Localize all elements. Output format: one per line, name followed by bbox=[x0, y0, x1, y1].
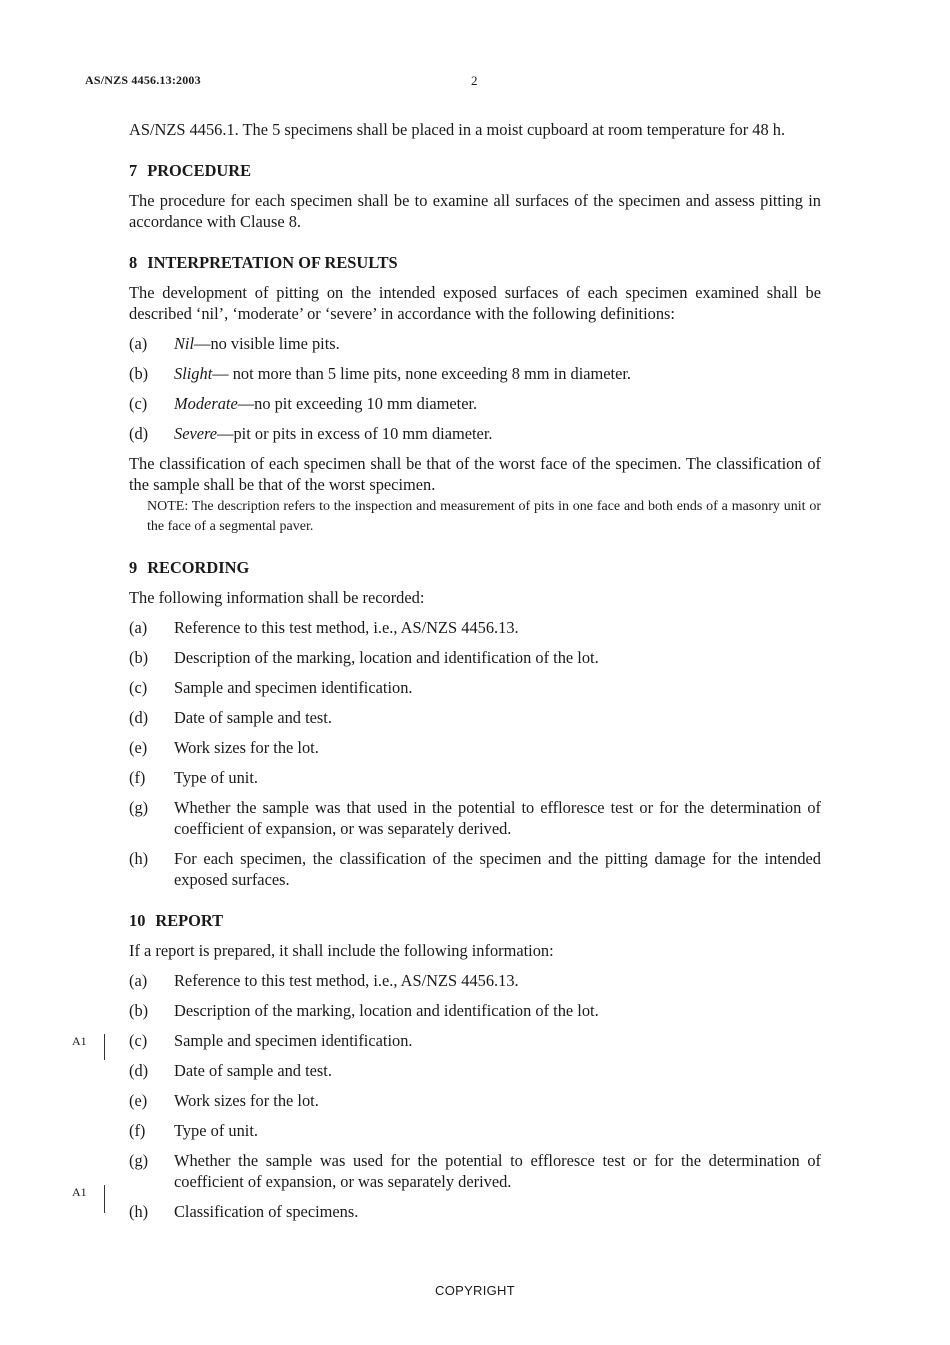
list-marker: (d) bbox=[129, 424, 149, 443]
list-marker: (a) bbox=[129, 618, 148, 637]
list-text: Reference to this test method, i.e., AS/NZS 4456.13. bbox=[174, 971, 519, 990]
list-text: Type of unit. bbox=[174, 768, 258, 787]
definition-term: Moderate bbox=[174, 394, 238, 413]
section-heading bbox=[129, 910, 821, 931]
list-marker: (d) bbox=[129, 708, 149, 727]
list-marker: (f) bbox=[129, 1121, 146, 1140]
page-number: 2 bbox=[471, 73, 478, 88]
list-text bbox=[174, 333, 821, 354]
section-title: INTERPRETATION OF RESULTS bbox=[147, 253, 398, 272]
page-content bbox=[129, 119, 821, 1242]
amendment-label: A1 bbox=[72, 1185, 87, 1199]
list-item bbox=[129, 677, 821, 698]
list-text: Whether the sample was used for the potential to effloresce test or for the determination of coefficient of expansion, or was separately derived. bbox=[174, 1151, 821, 1191]
definition-term: Nil bbox=[174, 334, 195, 353]
list-marker: (h) bbox=[129, 849, 149, 868]
definition-text: — not more than 5 lime pits, none exceeding 8 mm in diameter. bbox=[212, 364, 632, 383]
list-text bbox=[174, 393, 821, 414]
section-recording bbox=[129, 557, 821, 890]
section-heading bbox=[129, 160, 821, 181]
list-item bbox=[129, 617, 821, 638]
document-standard-id: AS/NZS 4456.13:2003 bbox=[85, 73, 201, 87]
section-number: 8 bbox=[129, 253, 138, 272]
list-marker: (c) bbox=[129, 678, 148, 697]
list-marker: (b) bbox=[129, 364, 149, 383]
section-heading bbox=[129, 252, 821, 273]
list-item bbox=[129, 423, 821, 444]
section-heading bbox=[129, 557, 821, 578]
list-text: Type of unit. bbox=[174, 1121, 258, 1140]
section-lead: If a report is prepared, it shall include the following information: bbox=[129, 941, 554, 960]
list-text: Reference to this test method, i.e., AS/NZS 4456.13. bbox=[174, 618, 519, 637]
section-lead: The development of pitting on the intended exposed surfaces of each specimen examined shall be described ‘nil’, ‘moderate’ or ‘severe’ in accordance with the following definitions: bbox=[129, 283, 821, 323]
list-text: Sample and specimen identification. bbox=[174, 1031, 413, 1050]
definition-term: Severe bbox=[174, 424, 218, 443]
list-item bbox=[129, 797, 821, 839]
list-text: For each specimen, the classification of the specimen and the pitting damage for the intended exposed surfaces. bbox=[174, 849, 821, 889]
definition-text: —no pit exceeding 10 mm diameter. bbox=[237, 394, 478, 413]
list-item bbox=[129, 1060, 821, 1081]
list-text: Description of the marking, location and identification of the lot. bbox=[174, 648, 599, 667]
list-marker: (b) bbox=[129, 1001, 149, 1020]
definition-text: —no visible lime pits. bbox=[194, 334, 340, 353]
section-closing: The classification of each specimen shall be that of the worst face of the specimen. The classification of the sample shall be that of the worst specimen. bbox=[129, 454, 821, 494]
list-item bbox=[129, 1000, 821, 1021]
list-item bbox=[129, 848, 821, 890]
list-text: Description of the marking, location and identification of the lot. bbox=[174, 1001, 599, 1020]
list-item bbox=[129, 363, 821, 384]
list-text: Sample and specimen identification. bbox=[174, 678, 413, 697]
list-item bbox=[129, 1090, 821, 1111]
report-list bbox=[129, 970, 821, 1222]
section-number: 10 bbox=[129, 911, 146, 930]
note-text: NOTE: The description refers to the inspection and measurement of pits in one face and both ends of a masonry unit or the face of a segmental paver. bbox=[147, 499, 821, 534]
list-marker: (e) bbox=[129, 1091, 148, 1110]
definition-text: —pit or pits in excess of 10 mm diameter. bbox=[217, 424, 493, 443]
list-text: Date of sample and test. bbox=[174, 708, 332, 727]
intro-paragraph: AS/NZS 4456.1. The 5 specimens shall be placed in a moist cupboard at room temperature for 48 h. bbox=[129, 120, 786, 139]
list-item bbox=[129, 647, 821, 668]
section-title: REPORT bbox=[155, 911, 224, 930]
section-number: 9 bbox=[129, 558, 138, 577]
list-marker: (c) bbox=[129, 1031, 148, 1050]
list-marker: (c) bbox=[129, 394, 148, 413]
list-text: Work sizes for the lot. bbox=[174, 1091, 319, 1110]
list-item bbox=[129, 333, 821, 354]
list-item bbox=[129, 1120, 821, 1141]
amendment-label: A1 bbox=[72, 1034, 87, 1048]
section-text: The procedure for each specimen shall be to examine all surfaces of the specimen and assess pitting in accordance with Clause 8. bbox=[129, 191, 821, 231]
list-marker: (f) bbox=[129, 768, 146, 787]
amendment-bar bbox=[104, 1185, 105, 1213]
list-marker: (e) bbox=[129, 738, 148, 757]
list-marker: (a) bbox=[129, 971, 148, 990]
list-item bbox=[129, 1030, 821, 1051]
section-number: 7 bbox=[129, 161, 138, 180]
list-text: Date of sample and test. bbox=[174, 1061, 332, 1080]
list-marker: (b) bbox=[129, 648, 149, 667]
list-item bbox=[129, 970, 821, 991]
list-item bbox=[129, 707, 821, 728]
list-marker: (g) bbox=[129, 798, 149, 817]
list-text: Work sizes for the lot. bbox=[174, 738, 319, 757]
section-title: RECORDING bbox=[147, 558, 250, 577]
definition-term: Slight bbox=[174, 364, 213, 383]
list-text: Whether the sample was that used in the potential to effloresce test or for the determination of coefficient of expansion, or was separately derived. bbox=[174, 798, 821, 838]
list-marker: (h) bbox=[129, 1202, 149, 1221]
section-title: PROCEDURE bbox=[147, 161, 252, 180]
list-item bbox=[129, 737, 821, 758]
section-procedure bbox=[129, 160, 821, 232]
list-marker: (d) bbox=[129, 1061, 149, 1080]
list-marker: (a) bbox=[129, 334, 148, 353]
copyright-footer: COPYRIGHT bbox=[435, 1283, 515, 1298]
list-text bbox=[174, 363, 821, 384]
recording-list bbox=[129, 617, 821, 890]
list-item bbox=[129, 1201, 821, 1222]
list-text bbox=[174, 423, 821, 444]
list-text: Classification of specimens. bbox=[174, 1202, 359, 1221]
amendment-bar bbox=[104, 1034, 105, 1060]
definition-list bbox=[129, 333, 821, 444]
list-item bbox=[129, 1150, 821, 1192]
list-item bbox=[129, 767, 821, 788]
list-item bbox=[129, 393, 821, 414]
section-interpretation bbox=[129, 252, 821, 537]
list-marker: (g) bbox=[129, 1151, 149, 1170]
section-lead: The following information shall be recorded: bbox=[129, 588, 425, 607]
section-report bbox=[129, 910, 821, 1222]
